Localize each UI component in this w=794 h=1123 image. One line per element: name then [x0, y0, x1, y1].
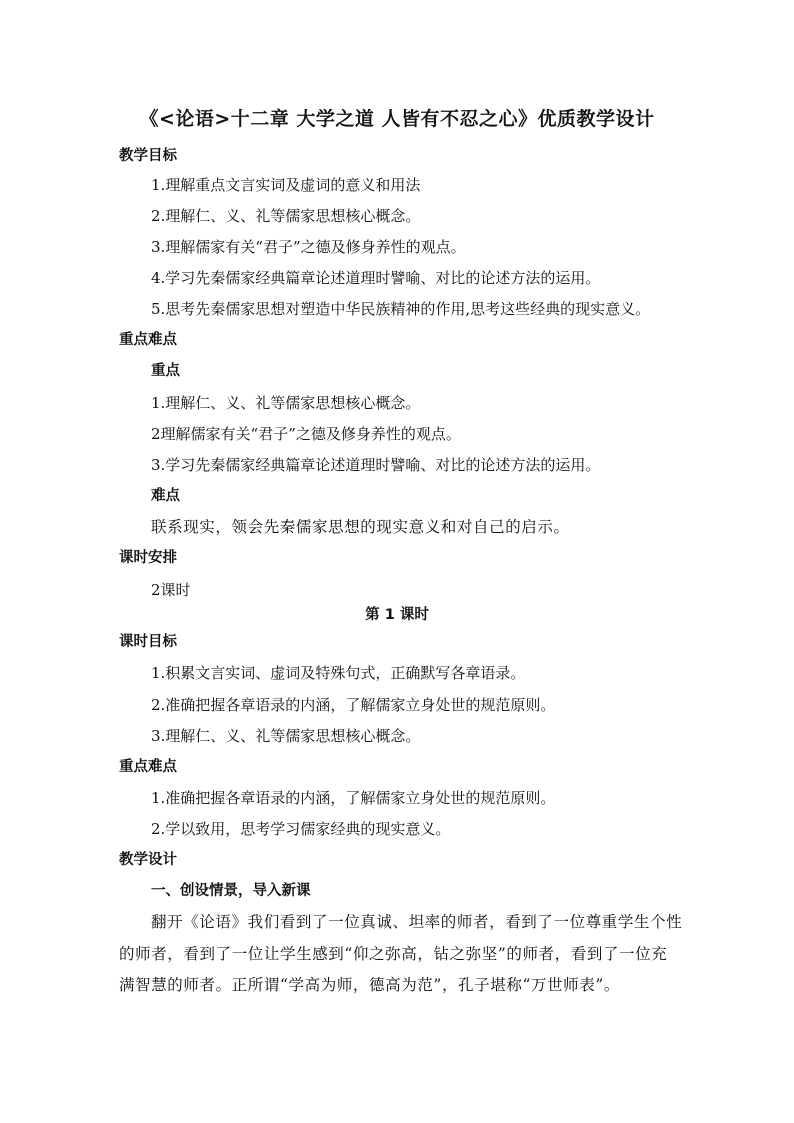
lesson-heading: 第 1 课时	[365, 607, 429, 623]
section-heading-key-points: 重点难点	[119, 332, 177, 348]
subheading-difficult: 难点	[151, 488, 180, 504]
section-heading-lesson-goals: 课时目标	[119, 634, 177, 650]
step1-heading: 一、创设情景，导入新课	[151, 883, 311, 899]
section-heading-goals: 教学目标	[119, 148, 177, 164]
paragraph-line: 满智慧的师者。正所谓“学高为师，德高为范”，孔子堪称“万世师表”。	[119, 976, 620, 994]
section-heading-design: 教学设计	[119, 852, 177, 868]
lesson-goal-item: 3.理解仁、义、礼等儒家思想核心概念。	[151, 727, 421, 745]
lesson-key-item: 2.学以致用，思考学习儒家经典的现实意义。	[151, 820, 451, 838]
key-point-item: 1.理解仁、义、礼等儒家思想核心概念。	[151, 394, 421, 412]
key-point-item: 3.学习先秦儒家经典篇章论述道理时譬喻、对比的论述方法的运用。	[151, 456, 601, 474]
section-heading-schedule: 课时安排	[119, 550, 177, 566]
goal-item: 1.理解重点文言实词及虚词的意义和用法	[151, 176, 421, 194]
goal-item: 3.理解儒家有关“君子”之德及修身养性的观点。	[151, 238, 466, 256]
paragraph-line: 翻开《论语》我们看到了一位真诚、坦率的师者，看到了一位尊重学生个性	[151, 913, 683, 931]
lesson-goal-item: 1.积累文言实词、虚词及特殊句式，正确默写各章语录。	[151, 664, 526, 682]
difficult-text: 联系现实，领会先秦儒家思想的现实意义和对自己的启示。	[151, 518, 570, 536]
lesson-key-item: 1.准确把握各章语录的内涵，了解儒家立身处世的规范原则。	[151, 789, 556, 807]
schedule-text: 2课时	[151, 581, 191, 599]
paragraph-line: 的师者，看到了一位让学生感到“仰之弥高，钻之弥坚”的师者，看到了一位充	[119, 945, 668, 963]
subheading-key: 重点	[151, 363, 180, 379]
goal-item: 5.思考先秦儒家思想对塑造中华民族精神的作用,思考这些经典的现实意义。	[151, 300, 651, 318]
goal-item: 2.理解仁、义、礼等儒家思想核心概念。	[151, 207, 421, 225]
document-title: 《<论语>十二章 大学之道 人皆有不忍之心》优质教学设计	[139, 108, 655, 130]
section-heading-lesson-key: 重点难点	[119, 759, 177, 775]
key-point-item: 2理解儒家有关“君子”之德及修身养性的观点。	[151, 425, 461, 443]
lesson-goal-item: 2.准确把握各章语录的内涵，了解儒家立身处世的规范原则。	[151, 696, 556, 714]
goal-item: 4.学习先秦儒家经典篇章论述道理时譬喻、对比的论述方法的运用。	[151, 269, 601, 287]
